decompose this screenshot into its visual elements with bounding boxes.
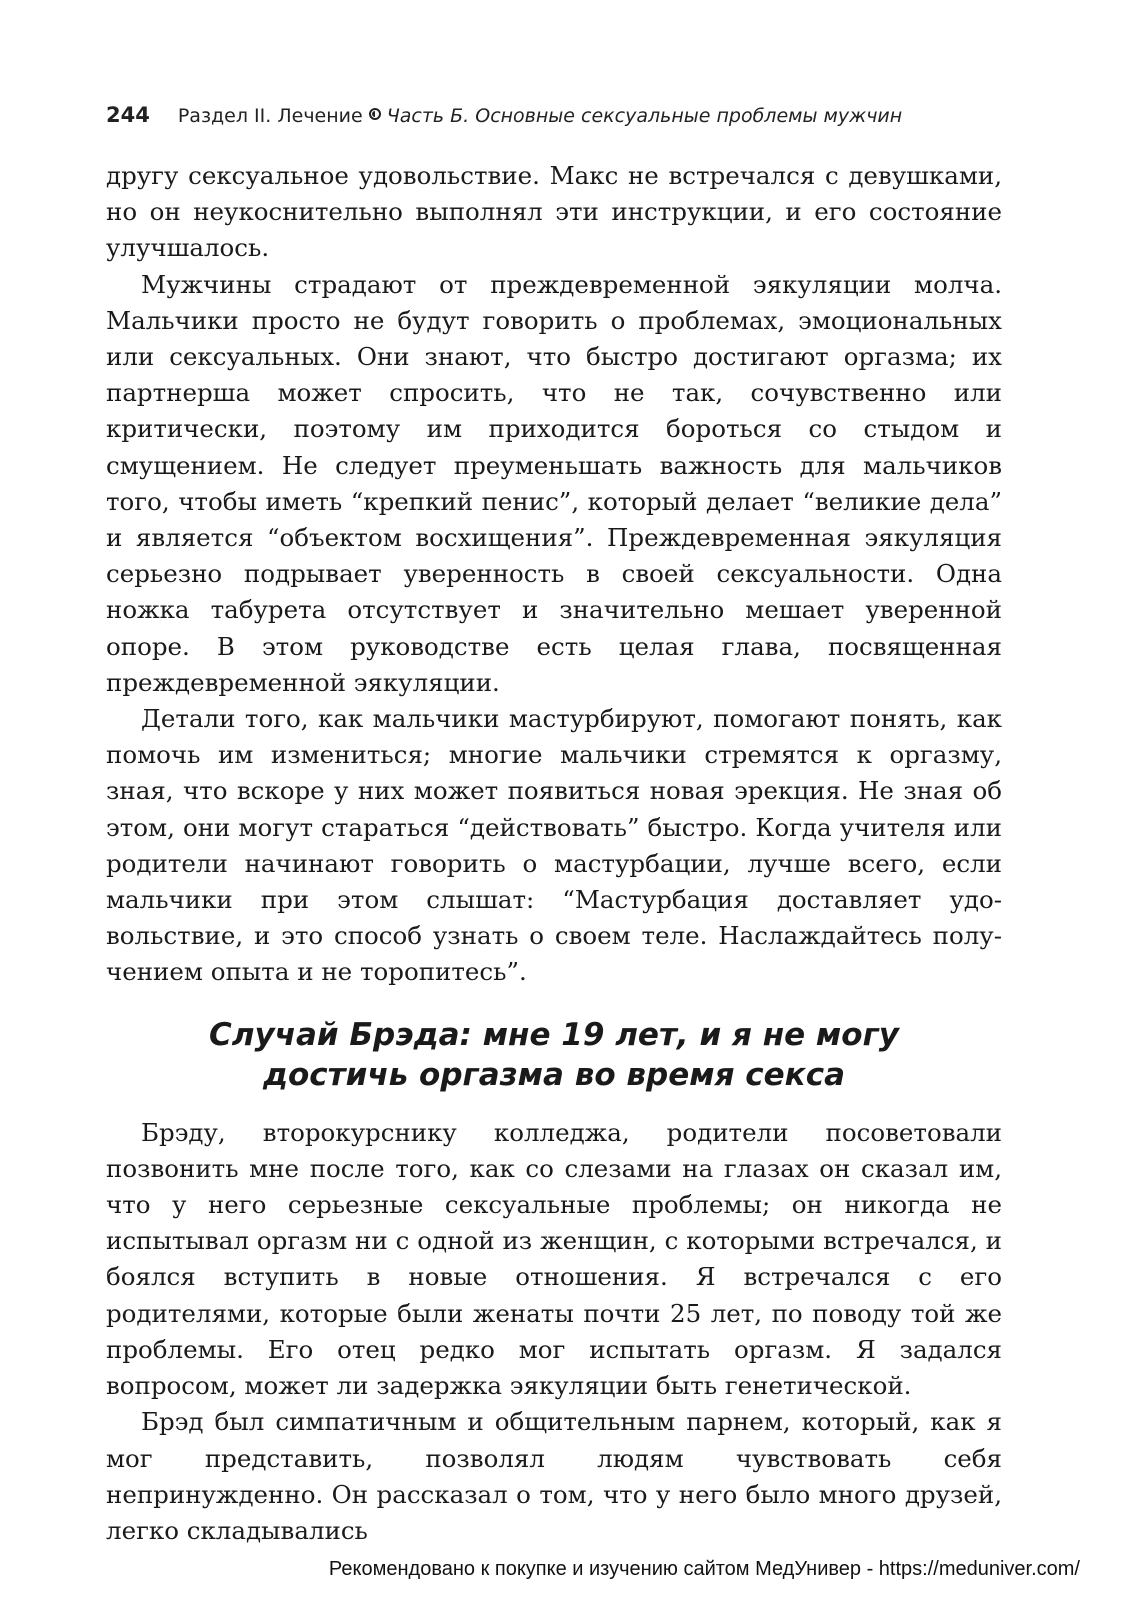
case-heading-line-2: достичь оргазма во время секса xyxy=(262,1056,846,1093)
paragraph: Брэду, второкурснику колледжа, родители посоветовали позвонить мне после того, как со слезами на глазах он сказал им, что у него серьезные сексуальные проблемы; он никогда не испытывал оргазм ни с одной из женщин, с которыми встречался, и боялся вступить в новые отношения. Я встречался с его родителями, которые были женаты почти 25 лет, по поводу той же проблемы. Его отец редко мог испытать оргазм. Я задался вопросом, может ли задержка эякуляции быть генетической. xyxy=(106,1117,1002,1401)
case-heading xyxy=(106,1015,1002,1095)
paragraph-continued: другу сексуальное удовольствие. Макс не встречался с девушками, но он неукоснительно выполнял эти инструкции, и его состояние улучшалось. xyxy=(106,161,1002,263)
paragraph: Брэд был симпатичным и общительным парнем, который, как я мог представить, позволял людям чувствовать себя непринужденно. Он рассказал о том, что у него было много друзей, легко складывались xyxy=(106,1407,1002,1545)
body-text xyxy=(106,158,1002,1549)
footer-watermark-text: Рекомендовано к покупке и изучению сайтом МедУнивер - https://meduniver.com/ xyxy=(328,1558,1080,1580)
case-heading-line-1: Случай Брэда: мне 19 лет, и я не могу xyxy=(209,1016,899,1053)
part-title: Часть Б. Основные сексуальные проблемы мужчин xyxy=(386,105,903,127)
half-circle-bullet-icon xyxy=(369,108,381,120)
running-header xyxy=(106,100,1026,131)
paragraph: Детали того, как мальчики мастурбируют, помогают понять, как помочь им измениться; многие мальчики стремятся к оргазму, зная, что вскоре у них может появиться новая эрекция. Не зная об этом, они могут стараться “действовать” быстро. Когда учителя или родители начинают говорить о мастурбации, лучше всего, если мальчики при этом слышат: “Мастурбация доставляет удовольствие, и это способ узнать о своем теле. Наслаждайтесь получением опыта и не торопитесь”. xyxy=(106,704,1002,987)
paragraph: Мужчины страдают от преждевременной эякуляции молча. Мальчики просто не будут говорить о проблемах, эмоциональных или сексуальных. Они знают, что быстро достигают оргазма; их партнерша может спросить, что не так, сочувственно или критически, поэтому им приходится бороться со стыдом и смущением. Не следует преуменьшать важность для мальчиков того, чтобы иметь “крепкий пенис”, который делает “великие дела” и является “объектом восхищения”. Преждевременная эякуляция серьезно подрывает уверенность в своей сексуальности. Одна ножка табурета отсутствует и значительно мешает уверенной опоре. В этом руководстве есть целая глава, посвященная преждевременной эякуляции. xyxy=(106,269,1002,697)
section-title: Раздел II. Лечение xyxy=(177,105,363,127)
page-number: 244 xyxy=(106,103,150,127)
